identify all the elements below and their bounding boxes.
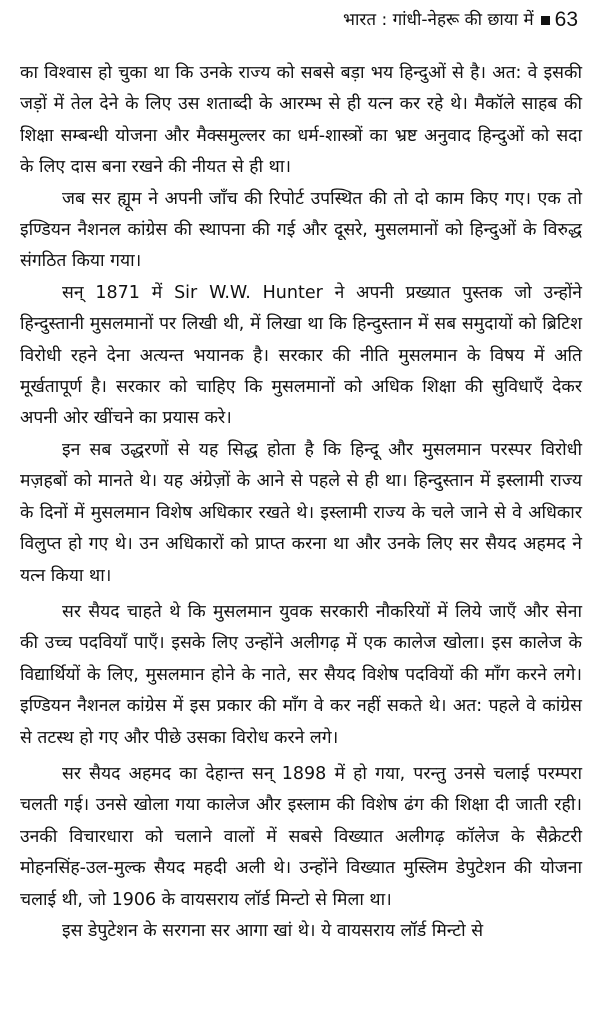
paragraph: सर सैयद चाहते थे कि मुसलमान युवक सरकारी नौकरियों में लिये जाएँ और सेना की उच्च पदवियाँ पाएँ। इसके लिए उन्होंने अलीगढ़ में एक कालेज खोला। इस कालेज के विद्यार्थियों के लिए, मुसलमान होने के नाते, सर सैयद विशेष पदवियों की माँग करने लगे। इण्डियन नैशनल कांग्रेस में इस प्रकार की माँग वे कर नहीं सकते थे। अत: पहले वे कांग्रेस से तटस्थ हो गए और पीछे उसका विरोध करने लगे। bbox=[20, 601, 582, 748]
page-number: 63 bbox=[554, 8, 578, 31]
running-header bbox=[343, 8, 578, 32]
bullet-square-icon bbox=[541, 16, 550, 25]
paragraph-truncated: इस डेपुटेशन के सरगना सर आगा खां थे। ये वायसराय लॉर्ड मिन्टो से bbox=[62, 920, 484, 941]
paragraph: सन् 1871 में Sir W.W. Hunter ने अपनी प्रख्यात पुस्तक जो उन्होंने हिन्दुस्तानी मुसलमानों पर लिखी थी, में लिखा था कि हिन्दुस्तान में सब समुदायों को ब्रिटिश विरोधी रहने देना अत्यन्त भयानक है। सरकार की नीति मुसलमान के विषय में अति मूर्खतापूर्ण है। सरकार को चाहिए कि मुसलमानों को अधिक शिक्षा की सुविधाएँ देकर अपनी ओर खींचने का प्रयास करे। bbox=[20, 282, 582, 429]
paragraph: जब सर ह्यूम ने अपनी जाँच की रिपोर्ट उपस्थित की तो दो काम किए गए। एक तो इण्डियन नैशनल कांग्रेस की स्थापना की गई और दूसरे, मुसलमानों को हिन्दुओं के विरुद्ध संगठित किया गया। bbox=[20, 188, 582, 272]
paragraph-continuation: का विश्वास हो चुका था कि उनके राज्य को सबसे बड़ा भय हिन्दुओं से है। अत: वे इसकी जड़ों में तेल देने के लिए उस शताब्दी के आरम्भ से ही यत्न कर रहे थे। मैकॉले साहब की शिक्षा सम्बन्धी योजना और मैक्समुल्लर का धर्म-शास्त्रों का भ्रष्ट अनुवाद हिन्दुओं को सदा के लिए दास बना रखने की नीयत से ही था। bbox=[20, 63, 582, 178]
paragraph: इन सब उद्धरणों से यह सिद्ध होता है कि हिन्दू और मुसलमान परस्पर विरोधी मज़हबों को मानते थे। यह अंग्रेज़ों के आने से पहले से ही था। हिन्दुस्तान में इस्लामी राज्य के दिनों में मुसलमान विशेष अधिकार रखते थे। इस्लामी राज्य के चले जाने से वे अधिकार विलुप्त हो गए थे। उन अधिकारों को प्राप्त करना था और उनके लिए सर सैयद अहमद ने यत्न किया था। bbox=[20, 439, 582, 586]
body-text bbox=[20, 58, 582, 947]
running-title: भारत : गांधी-नेहरू की छाया में bbox=[343, 10, 534, 30]
paragraph: सर सैयद अहमद का देहान्त सन् 1898 में हो गया, परन्तु उनसे चलाई परम्परा चलती गई। उनसे खोला गया कालेज और इस्लाम की विशेष ढंग की शिक्षा दी जाती रही। उनकी विचारधारा को चलाने वालों में सबसे विख्यात अलीगढ़ कॉलेज के सैक्रेटरी मोहनसिंह-उल-मुल्क सैयद महदी अली थे। उन्होंने विख्यात मुस्लिम डेपुटेशन की योजना चलाई थी, जो 1906 के वायसराय लॉर्ड मिन्टो से मिला था। bbox=[20, 763, 582, 910]
